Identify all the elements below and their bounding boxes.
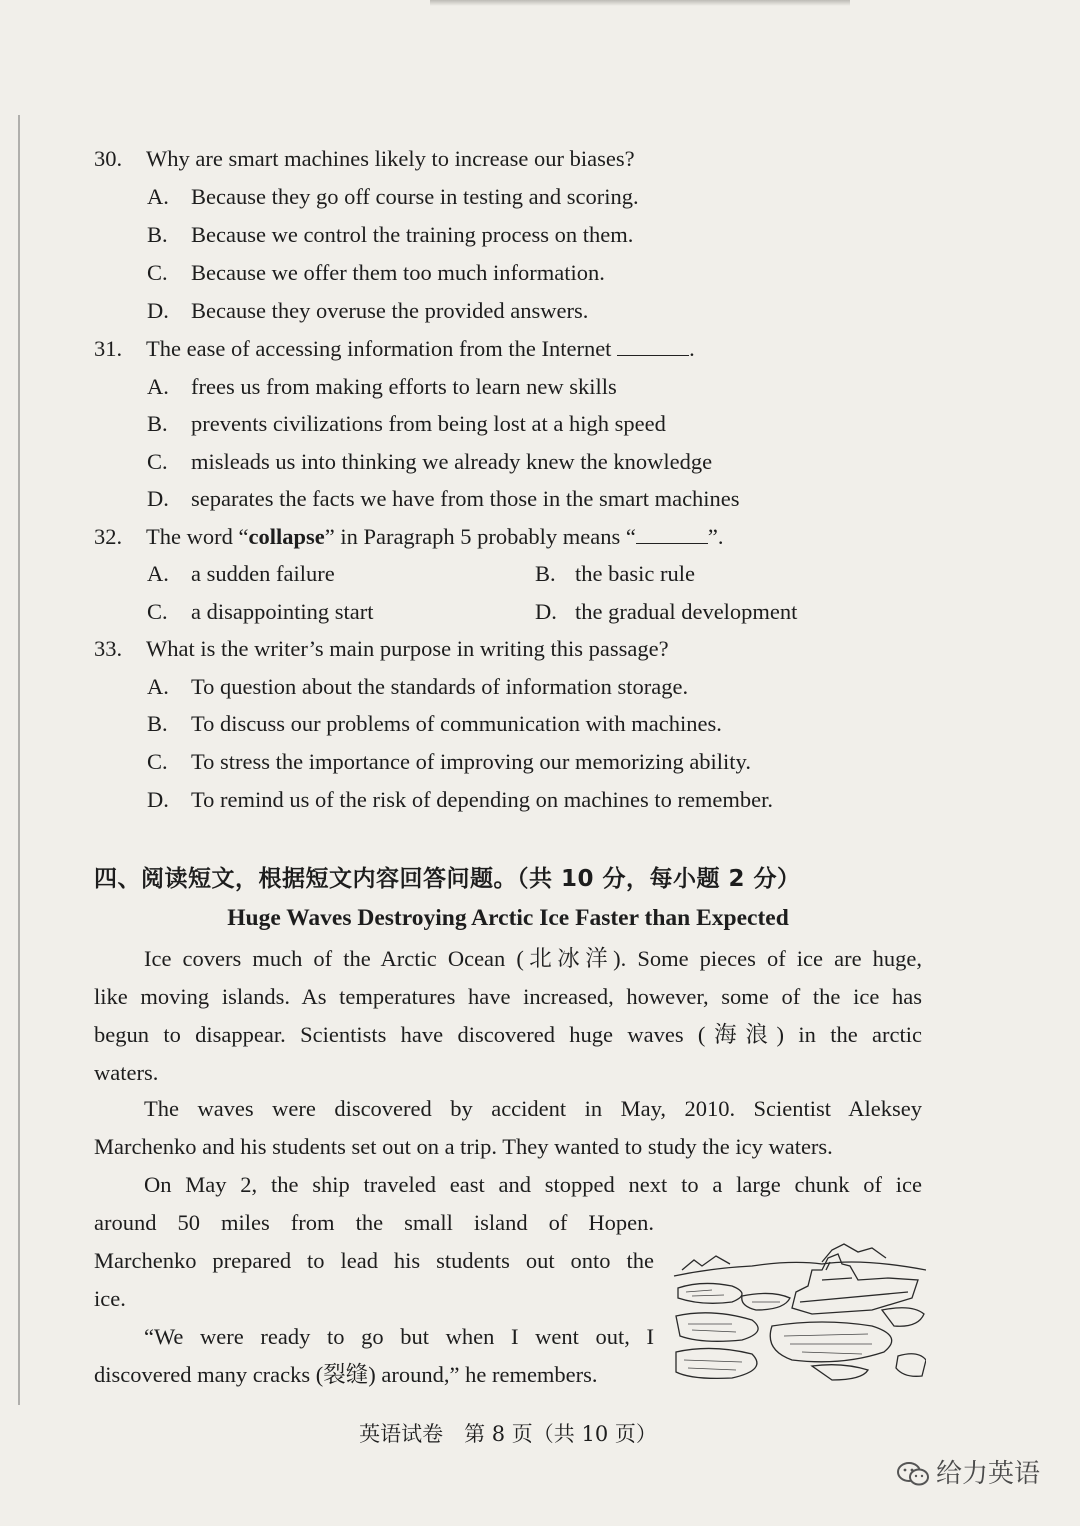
paragraph-4: “We were ready to go but when I went out, I discovered many cracks (裂缝) around,” he remembers. bbox=[94, 1324, 654, 1387]
question-number: 33. bbox=[94, 636, 123, 661]
option-31-b: B. prevents civilizations from being lost at a high speed bbox=[147, 411, 666, 436]
question-stem: The ease of accessing information from the Internet bbox=[146, 336, 612, 361]
question-number: 30. bbox=[94, 146, 123, 171]
option-33-d: D. To remind us of the risk of depending on machines to remember. bbox=[147, 787, 774, 812]
option-31-d: D. separates the facts we have from those in the smart machines bbox=[147, 486, 740, 511]
question-30 bbox=[94, 144, 635, 174]
question-number: 32. bbox=[94, 524, 123, 549]
question-stem: What is the writer’s main purpose in writing this passage? bbox=[146, 636, 669, 661]
binding-line bbox=[18, 115, 20, 1405]
option-33-a: A. To question about the standards of information storage. bbox=[147, 674, 689, 699]
option-32-a: A. a sudden failure bbox=[147, 561, 335, 586]
page-footer: 英语试卷 第 8 页（共 10 页） bbox=[359, 1422, 657, 1446]
question-32: 32. The word “collapse” in Paragraph 5 probably means “ ”. bbox=[94, 522, 724, 552]
passage-title: Huge Waves Destroying Arctic Ice Faster than Expected bbox=[227, 905, 789, 931]
keyword: collapse bbox=[248, 524, 325, 549]
watermark-text: 给力英语 bbox=[936, 1459, 1041, 1489]
option-30-a: A. Because they go off course in testing and scoring. bbox=[147, 184, 639, 209]
wechat-watermark bbox=[896, 1458, 1040, 1490]
option-31-a: A. frees us from making efforts to learn new skills bbox=[147, 374, 617, 399]
wechat-icon bbox=[896, 1460, 930, 1488]
question-33 bbox=[94, 634, 669, 664]
option-30-d: D. Because they overuse the provided answers. bbox=[147, 298, 589, 323]
option-32-b: B. the basic rule bbox=[535, 561, 695, 586]
answer-blank bbox=[636, 523, 708, 544]
paragraph-3: On May 2, the ship traveled east and stopped next to a large chunk of ice around 50 miles from the small island of Hopen. Marchenko prepared to lead his students out onto the ice. bbox=[94, 1172, 922, 1311]
ship-ice-illustration bbox=[672, 1240, 926, 1382]
question-number: 31. bbox=[94, 336, 123, 361]
option-33-c: C. To stress the importance of improving our memorizing ability. bbox=[147, 749, 751, 774]
question-31: 31. The ease of accessing information from the Internet . bbox=[94, 334, 695, 364]
option-32-c: C. a disappointing start bbox=[147, 599, 374, 624]
option-31-c: C. misleads us into thinking we already knew the knowledge bbox=[147, 449, 713, 474]
option-33-b: B. To discuss our problems of communication with machines. bbox=[147, 711, 722, 736]
answer-blank bbox=[617, 335, 689, 356]
option-30-b: B. Because we control the training process on them. bbox=[147, 222, 634, 247]
option-30-c: C. Because we offer them too much information. bbox=[147, 260, 605, 285]
scan-shadow bbox=[430, 0, 850, 6]
section-heading: 四、阅读短文，根据短文内容回答问题。（共 10 分，每小题 2 分） bbox=[94, 866, 801, 892]
option-32-d: D. the gradual development bbox=[535, 599, 798, 624]
question-stem: Why are smart machines likely to increase our biases? bbox=[146, 146, 635, 171]
paragraph-2: The waves were discovered by accident in May, 2010. Scientist Aleksey Marchenko and his students set out on a trip. They wanted to study the icy waters. bbox=[94, 1096, 922, 1159]
paragraph-1: Ice covers much of the Arctic Ocean (北冰洋). Some pieces of ice are huge, like moving islands. As temperatures have increased, however, some of the ice has begun to disappear. Scientists have discovered huge waves (海浪) in the arctic waters. bbox=[94, 946, 922, 1085]
